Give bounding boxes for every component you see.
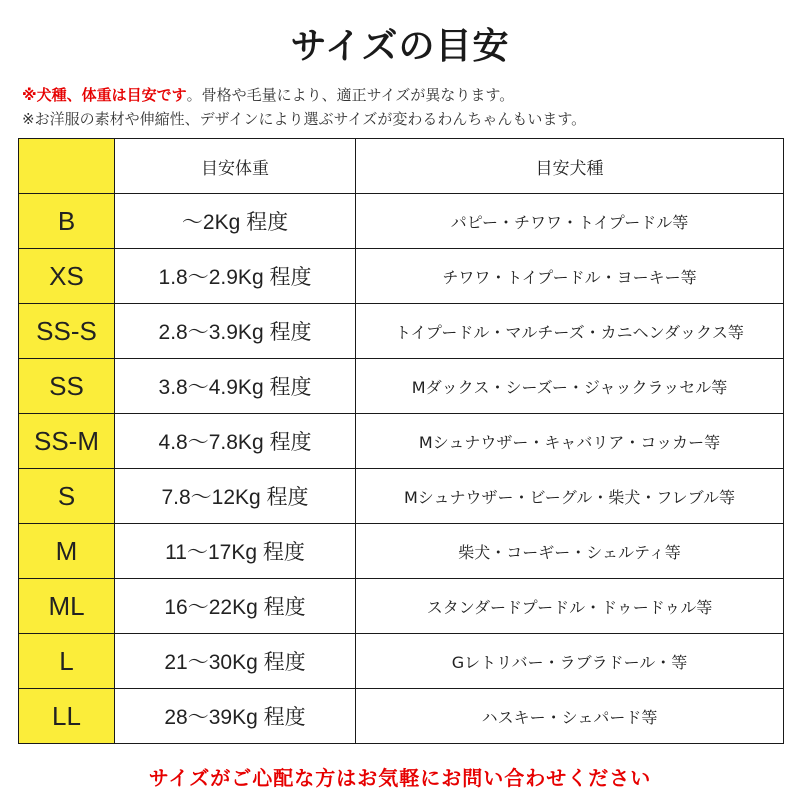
size-value: XS [19,249,115,304]
breed-value: Mダックス・シーズー・ジャックラッセル等 [356,359,784,414]
table-row [19,304,784,359]
breed-value: トイプードル・マルチーズ・カニヘンダックス等 [356,304,784,359]
weight-value: 21～30Kg 程度 [115,634,356,689]
table-row [19,579,784,634]
weight-value: 4.8～7.8Kg 程度 [115,414,356,469]
breed-value: スタンダードプードル・ドゥードゥル等 [356,579,784,634]
table-row [19,469,784,524]
size-value: SS-M [19,414,115,469]
weight-value: 11～17Kg 程度 [115,524,356,579]
note-line-2: ※お洋服の素材や伸縮性、デザインにより選ぶサイズが変わるわんちゃんもいます。 [22,110,587,128]
page-title: サイズの目安 [290,26,510,67]
note-line-1-text: 。骨格や毛量により、適正サイズが異なります。 [186,86,515,104]
size-value: LL [19,689,115,744]
size-value: M [19,524,115,579]
table-row [19,524,784,579]
breed-value: チワワ・トイプードル・ヨーキー等 [356,249,784,304]
header-breed-cell: 目安犬種 [356,139,784,194]
breed-value: ハスキー・シェパード等 [356,689,784,744]
table-header-row [19,139,784,194]
weight-value: ～2Kg 程度 [115,194,356,249]
table-row [19,689,784,744]
breed-value: Gレトリバー・ラブラドール・等 [356,634,784,689]
size-table [18,138,784,744]
weight-value: 2.8～3.9Kg 程度 [115,304,356,359]
table-row [19,414,784,469]
header-size-cell [19,139,115,194]
weight-value: 3.8～4.9Kg 程度 [115,359,356,414]
size-value: SS [19,359,115,414]
breed-value: Mシュナウザー・ビーグル・柴犬・フレブル等 [356,469,784,524]
breed-value: Mシュナウザー・キャバリア・コッカー等 [356,414,784,469]
size-value: L [19,634,115,689]
weight-value: 7.8～12Kg 程度 [115,469,356,524]
header-weight-cell: 目安体重 [115,139,356,194]
weight-value: 28～39Kg 程度 [115,689,356,744]
table-row [19,634,784,689]
note-emphasis: ※犬種、体重は目安です [22,86,187,104]
size-value: SS-S [19,304,115,359]
table-row [19,249,784,304]
size-value: S [19,469,115,524]
table-row [19,359,784,414]
table-row [19,194,784,249]
size-value: ML [19,579,115,634]
weight-value: 1.8～2.9Kg 程度 [115,249,356,304]
breed-value: 柴犬・コーギー・シェルティ等 [356,524,784,579]
weight-value: 16～22Kg 程度 [115,579,356,634]
breed-value: パピー・チワワ・トイプードル等 [356,194,784,249]
note-line-1 [22,84,514,105]
footer-contact-message: サイズがご心配な方はお気軽にお問い合わせください [148,766,652,790]
size-value: B [19,194,115,249]
